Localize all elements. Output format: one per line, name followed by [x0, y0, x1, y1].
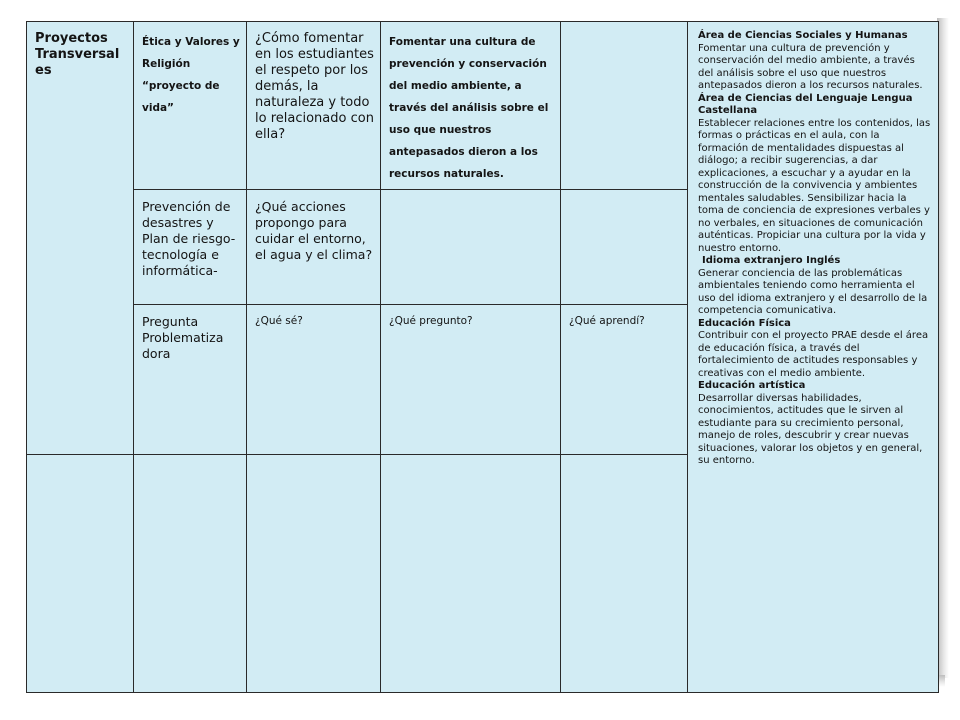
area-title-educacion-fisica: Educación Física [698, 317, 791, 329]
cell-pregunta-problematizadora [134, 305, 247, 455]
cell-areas [688, 22, 939, 693]
cell-proyectos-transversales [27, 22, 134, 455]
cell-empty-r4c5 [561, 455, 688, 693]
area-text-artistica: Desarrollar diversas habilidades, conocimientos, actitudes que le sirven al estudiante para su crecimiento personal, manejo de roles, descubrir y crear nuevas situaciones, valorar los objetos y en general, su entorno. [698, 392, 923, 466]
cell-empty-r2c4 [381, 190, 561, 305]
cell-empty-r2c5 [561, 190, 688, 305]
area-text-lenguaje: Establecer relaciones entre los contenidos, las formas o prácticas en el aula, con la formación de mentalidades dispuestas al diálogo; a recibir sugerencias, a dar explicaciones, a escuchar y a ayudar en la construcción de la convivencia y ambientes mentales saludables. Sensibilizar hacia la toma de conciencia de expresiones verbales y no verbales, en situaciones de comunicación auténticas. Propiciar una cultura por la vida y nuestro entorno. [698, 117, 931, 254]
cell-que-pregunto [381, 305, 561, 455]
que-se-label: ¿Qué sé? [255, 315, 303, 327]
cell-objetivo-cultura [381, 22, 561, 190]
area-text-educacion-fisica: Contribuir con el proyecto PRAE desde el área de educación física, a través del fortalecimiento de actitudes responsables y creativas con el medio ambiente. [698, 330, 929, 379]
question-acciones: ¿Qué acciones propongo para cuidar el entorno, el agua y el clima? [255, 199, 373, 262]
prevencion-desastres-label: Prevención de desastres y Plan de riesgo- tecnología e informática- [142, 199, 236, 278]
etica-valores-label: Ética y Valores y Religión “proyecto de vida” [142, 36, 240, 114]
cell-empty-r4c4 [381, 455, 561, 693]
cell-empty-r4c2 [134, 455, 247, 693]
table-row [27, 22, 939, 190]
area-text-sociales: Fomentar una cultura de prevención y conservación del medio ambiente, a través del análisis sobre el uso que nuestros antepasados dieron a los recursos naturales. [698, 42, 923, 91]
pregunta-problematizadora-label: Pregunta Problematiza dora [142, 314, 224, 361]
cell-que-aprendi [561, 305, 688, 455]
cell-question-respeto [247, 22, 381, 190]
area-title-lenguaje: Área de Ciencias del Lenguaje Lengua Castellana [698, 92, 913, 116]
cell-empty-r1c5 [561, 22, 688, 190]
question-respeto: ¿Cómo fomentar en los estudiantes el respeto por los demás, la naturaleza y todo lo relacionado con ella? [255, 31, 374, 142]
area-title-artistica: Educación artística [698, 380, 806, 391]
proyectos-transversales-heading: Proyectos Transversal es [35, 31, 120, 78]
cell-que-se [247, 305, 381, 455]
que-aprendi-label: ¿Qué aprendí? [569, 315, 645, 327]
que-pregunto-label: ¿Qué pregunto? [389, 315, 473, 327]
cell-prevencion-desastres [134, 190, 247, 305]
cell-etica-valores [134, 22, 247, 190]
area-title-sociales: Área de Ciencias Sociales y Humanas [698, 30, 908, 41]
objetivo-cultura-text: Fomentar una cultura de prevención y conservación del medio ambiente, a través del análisis sobre el uso que nuestros antepasados dieron a los recursos naturales. [389, 36, 549, 180]
cell-empty-r4c3 [247, 455, 381, 693]
area-text-ingles: Generar conciencia de las problemáticas ambientales teniendo como herramienta el uso del idioma extranjero y el desarrollo de la competencia comunicativa. [698, 267, 928, 316]
area-title-ingles: Idioma extranjero Inglés [702, 255, 841, 266]
curriculum-table [26, 21, 939, 693]
cell-empty-r4c1 [27, 455, 134, 693]
cell-question-acciones [247, 190, 381, 305]
